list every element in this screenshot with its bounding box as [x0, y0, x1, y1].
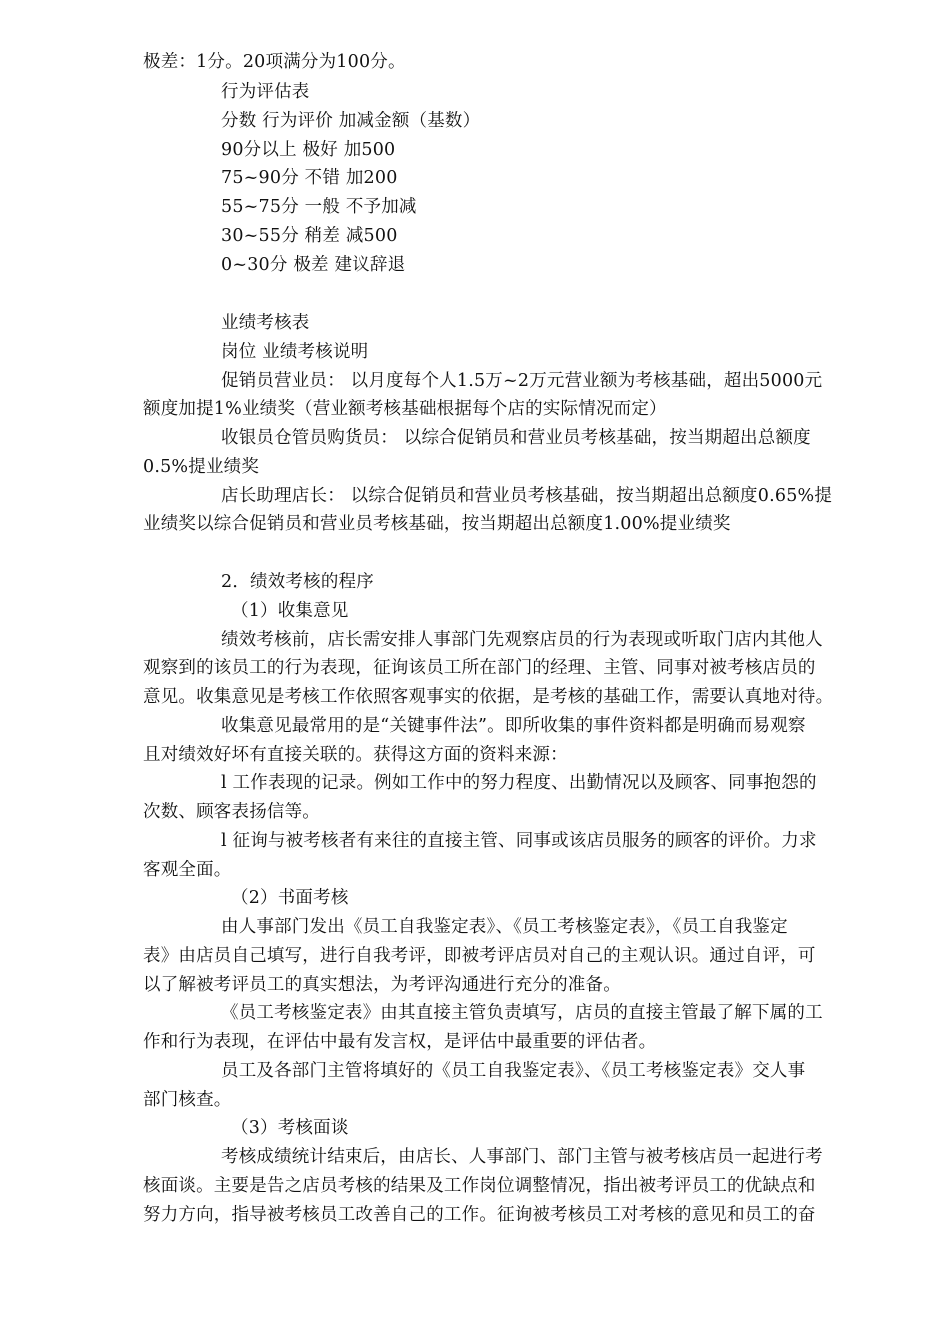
- performance-row-sales-cont: 额度加提1%业绩奖（营业额考核基础根据每个店的实际情况而定）: [143, 399, 667, 419]
- paragraph-line: 意见。收集意见是考核工作依照客观事实的依据，是考核的基础工作，需要认真地对待。: [143, 687, 834, 707]
- intro-line: 极差：1分。20项满分为100分。: [143, 52, 406, 72]
- list-item: l 征询与被考核者有来往的直接主管、同事或该店员服务的顾客的评价。力求: [221, 831, 817, 851]
- behavior-table-title: 行为评估表: [221, 82, 310, 102]
- list-item: l 工作表现的记录。例如工作中的努力程度、出勤情况以及顾客、同事抱怨的: [221, 773, 817, 793]
- subsection-heading: （3）考核面谈: [231, 1118, 349, 1138]
- list-item-cont: 次数、顾客表扬信等。: [143, 802, 320, 822]
- behavior-table-header: 分数 行为评价 加减金额（基数）: [221, 111, 481, 131]
- subsection-heading: （2）书面考核: [231, 888, 349, 908]
- performance-row-manager-cont: 业绩奖以综合促销员和营业员考核基础，按当期超出总额度1.00%提业绩奖: [143, 514, 731, 534]
- paragraph-line: 考核成绩统计结束后，由店长、人事部门、部门主管与被考核店员一起进行考: [221, 1147, 823, 1167]
- paragraph-line: 观察到的该员工的行为表现，征询该员工所在部门的经理、主管、同事对被考核店员的: [143, 658, 816, 678]
- paragraph-line: 核面谈。主要是告之店员考核的结果及工作岗位调整情况，指出被考评员工的优缺点和: [143, 1176, 816, 1196]
- behavior-table-row: 30~55分 稍差 减500: [221, 226, 398, 246]
- behavior-table-row: 75~90分 不错 加200: [221, 168, 398, 188]
- paragraph-line: 《员工考核鉴定表》由其直接主管负责填写，店员的直接主管最了解下属的工: [221, 1003, 823, 1023]
- paragraph-line: 努力方向，指导被考核员工改善自己的工作。征询被考核员工对考核的意见和员工的奋: [143, 1205, 816, 1225]
- subsection-heading: （1）收集意见: [231, 601, 349, 621]
- performance-row-manager: 店长助理店长： 以综合促销员和营业员考核基础，按当期超出总额度0.65%提: [221, 486, 833, 506]
- paragraph-line: 作和行为表现，在评估中最有发言权，是评估中最重要的评估者。: [143, 1032, 657, 1052]
- paragraph-line: 以了解被考评员工的真实想法，为考评沟通进行充分的准备。: [143, 975, 621, 995]
- performance-table-title: 业绩考核表: [221, 313, 310, 333]
- paragraph-line: 部门核查。: [143, 1090, 232, 1110]
- performance-row-cashier: 收银员仓管员购货员： 以综合促销员和营业员考核基础，按当期超出总额度: [221, 428, 811, 448]
- performance-table-header: 岗位 业绩考核说明: [221, 342, 369, 362]
- behavior-table-row: 55~75分 一般 不予加减: [221, 197, 417, 217]
- paragraph-line: 收集意见最常用的是“关键事件法”。即所收集的事件资料都是明确而易观察: [221, 716, 806, 736]
- behavior-table-row: 0~30分 极差 建议辞退: [221, 255, 406, 275]
- paragraph-line: 且对绩效好坏有直接关联的。获得这方面的资料来源：: [143, 745, 568, 765]
- list-item-cont: 客观全面。: [143, 860, 232, 880]
- paragraph-line: 表》由店员自己填写，进行自我考评，即被考评店员对自己的主观认识。通过自评，可: [143, 946, 816, 966]
- performance-row-sales: 促销员营业员： 以月度每个人1.5万~2万元营业额为考核基础，超出5000元: [221, 371, 823, 391]
- paragraph-line: 由人事部门发出《员工自我鉴定表》、《员工考核鉴定表》，《员工自我鉴定: [221, 917, 788, 937]
- behavior-table-row: 90分以上 极好 加500: [221, 140, 396, 160]
- paragraph-line: 绩效考核前，店长需安排人事部门先观察店员的行为表现或听取门店内其他人: [221, 630, 823, 650]
- section-heading: 2．绩效考核的程序: [221, 572, 374, 592]
- performance-row-cashier-cont: 0.5%提业绩奖: [143, 457, 260, 477]
- paragraph-line: 员工及各部门主管将填好的《员工自我鉴定表》、《员工考核鉴定表》交人事: [221, 1061, 806, 1081]
